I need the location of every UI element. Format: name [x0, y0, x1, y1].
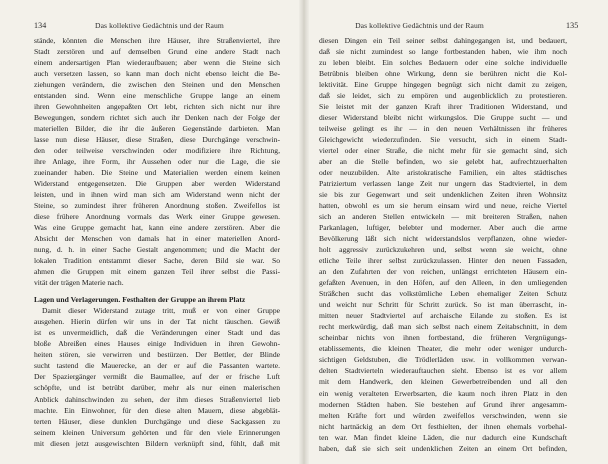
text-line: daß sie nicht zumindest so lange fortbestanden haben, wie ihm noch [319, 47, 567, 57]
text-line: aber an die Stelle befinden, wo sie gelebt hat, aufrechtzuerhalten [319, 157, 567, 167]
text-line: Steine, so zumindest ihrer früheren Anordnung stoßen. Zweifellos ist [34, 201, 280, 211]
text-line: recht merkwürdig, daß man sich selbst nach einem Zeitabschnitt, in dem [319, 322, 567, 332]
text-line: viertel oder einer Straße, die nicht mehr für sie gemacht sind, sich [319, 146, 567, 156]
text-line: dieser Widerstand bleibt nicht wirkungslos. Die Gruppe sucht — und [319, 113, 567, 123]
text-line: terten Häuser, diese dunklen Durchgänge und diese Sackgassen zu [34, 416, 280, 426]
text-line: lasse nun diese Häuser, diese Straßen, diese Durchgänge verschwin- [34, 135, 280, 145]
text-line: diesen Dingen ein Teil seiner selbst dahingegangen ist, und bedauert, [319, 36, 567, 45]
text-line: stände, könnten die Menschen ihre Häuser, ihre Straßenviertel, ihre [34, 36, 280, 45]
text-line: oder neuzubilden. Alte aristokratische Familien, ein altes städtisches [319, 168, 567, 178]
left-page [0, 0, 299, 464]
text-line: und weicht nur Schritt für Schritt zurück. So ist man überrascht, in- [319, 300, 567, 310]
text-line: Bevölkerung läßt sich nicht widerstandslos verpflanzen, ohne wieder- [319, 234, 567, 244]
text-line: ihren Gewohnheiten angepaßten Ort lebt, richten sich nicht nur ihre [34, 102, 280, 112]
book-gutter [299, 0, 309, 464]
section-heading: Lagen und Verlagerungen. Festhalten der Gruppe an ihrem Platz [34, 295, 246, 305]
text-line: Gleichgewicht wiederzufinden. Sie versucht, sich in einem Stadt- [319, 135, 567, 145]
text-line: lokalen Tradition entstammt dieser Sache, deren Bild sie war. So [34, 256, 280, 266]
text-line: etliche Teile ihrer selbst zurückzulassen. Hinter den neuen Fassaden, [319, 256, 567, 266]
text-line: mit dem Handwerk, den kleinen Gewerbetreibenden und all den [319, 377, 567, 387]
text-line: sichtigen Geldstuben, die Trödlerläden usw. in vollkommen verwan- [319, 355, 567, 365]
text-line: ist es unvermeidlich, daß die Veränderungen einer Stadt und das [34, 328, 280, 338]
text-line: mit diesen jetzt ausgewischten Bildern verknüpft sind, fühlt, daß mit [34, 438, 280, 448]
text-line: Stadt zerstören und auf demselben Grund eine andere Stadt nach [34, 47, 280, 57]
text-line: nicht hartnäckig an dem Ort festhielten, der ihnen ehemals vorbehal- [319, 421, 567, 431]
text-line: sie bis zur Gegenwart und seit undenklichen Zeiten ihren Wohnsitz [319, 190, 567, 200]
text-line: hatten, obwohl es um sie herum einsam wird und neue, reiche Viertel [319, 201, 567, 211]
text-line: machte. Ein Einwohner, für den diese alten Mauern, diese abgeblät- [34, 405, 280, 415]
text-line: auch versetzen lassen, so kann man doch nicht ebenso leicht die Be- [34, 69, 280, 79]
text-line: ausgehen. Hierin dürfen wir uns in der Tat nicht täuschen. Gewiß [34, 317, 280, 327]
right-page-number: 135 [566, 21, 579, 30]
text-line: teilweise gelingt es ihr — in den neuen Verhältnissen ihr früheres [319, 124, 567, 134]
text-line: Der Spaziergänger vermißt die Baumallee, auf der er frische Luft [34, 372, 280, 382]
text-line: Sie leistet mit der ganzen Kraft ihrer Traditionen Widerstand, und [319, 102, 567, 112]
text-line: an den Zufahrten der von reichen, unlängst errichteten Häusern ein- [319, 267, 567, 277]
text-line: bloße Abreißen eines Hauses einige Individuen in ihren Gewohn- [34, 339, 280, 349]
text-line: melten Kräfte fort und würden zweifellos verschwinden, wenn sie [319, 410, 567, 420]
text-line: seinem kleinen Universum gehörten und für den viele Erinnerungen [34, 427, 280, 437]
text-line: sucht tastend die Mauerecke, an der er auf die Passanten wartete. [34, 361, 280, 371]
text-line: Patriziertum verlassen lange Zeit nur ungern das Stadtviertel, in dem [319, 179, 567, 189]
text-line: Anblick dahinschwinden zu sehen, der ihm dieses Straßenviertel lieb [34, 394, 280, 404]
text-line: holt aggressiv zurückzukehren und, selbst wenn sie weicht, ohne [319, 245, 567, 255]
text-line: heiten stören, sie verwirren und bestürzen. Der Bettler, der Blinde [34, 350, 280, 360]
right-page [309, 0, 608, 464]
text-line: sich an anderen Stellen entwickeln — mit breiteren Straßen, nahen [319, 212, 567, 222]
text-line: ein wenig veralteten Erwerbsarten, die kaum noch ihren Platz in den [319, 388, 567, 398]
text-line: zueinander haben. Die Steine und Materialien werden einem keinen [34, 168, 280, 178]
text-line: den oder teilweise verschwinden oder modifiziere ihre Richtung, [34, 146, 280, 156]
text-line: Bewegungen, sondern richtet sich auch ihr Denken nach der Folge der [34, 113, 280, 123]
text-line: entstanden sind. Wenn eine menschliche Gruppe lange an einem [34, 91, 280, 101]
text-line: leisten, und in ihnen wird man sich am Widerstand wenn nicht der [34, 190, 280, 200]
text-line: Sträßchen sucht das volkstümliche Leben ehemaliger Zeiten Schutz [319, 289, 567, 299]
text-line: ziehungen verändern, die zwischen den Steinen und den Menschen [34, 80, 280, 90]
text-line: Parkanlagen, luftiger, belebter und moderner. Aber auch die arme [319, 223, 567, 233]
text-line: einem andersartigen Plan wiederaufbauen; aber wenn die Steine sich [34, 58, 280, 68]
text-line: gefaßten Avenuen, in den Höfen, auf den Alleen, in den umliegenden [319, 278, 567, 288]
text-line: etablissements, die kleinen Theater, die mehr oder weniger undurch- [319, 344, 567, 354]
right-running-head: Das kollektive Gedächtnis und der Raum [355, 21, 484, 30]
text-line: daß sie leidet, sich zu empören und augenblicklich zu protestieren. [319, 91, 567, 101]
right-page-body [319, 35, 567, 454]
text-line: Widerstand entgegensetzen. Die Gruppen aber werden Widerstand [34, 179, 280, 189]
text-line: mitten neuer Stadtviertel auf archaische Eilande zu stoßen. Es ist [319, 311, 567, 321]
text-line: haben, daß sie sich seit undenklichen Zeiten an einem Ort befinden, [319, 443, 567, 453]
text-line: Betrübnis bleiben ohne Wirkung, denn sie berühren nicht die Kol- [319, 69, 567, 79]
text-line: delten Stadtvierteln wiederauftauchen sieht. Ebenso ist es vor allem [319, 366, 567, 376]
text-line: zu leben bleibt. Ein solches Bedauern oder eine solche individuelle [319, 58, 567, 68]
text-line: nung, d. h. in einer Sache Gestalt angenommen; und die Macht der [34, 245, 280, 255]
left-page-number: 134 [34, 21, 47, 30]
text-line: materiellen Bilder, die ihr die äußeren Gegenstände darbieten. Man [34, 124, 280, 134]
left-running-head: Das kollektive Gedächtnis und der Raum [95, 21, 224, 30]
text-line: vität der trägen Materie nach. [34, 278, 124, 288]
text-line: ihre Anlage, ihre Form, ihr Aussehen oder nur die Lage, die sie [34, 157, 280, 167]
text-line: ten war. Man findet kleine Läden, die nur dadurch eine Kundschaft [319, 432, 567, 442]
text-line: ahmen die Gruppen mit einem ganzen Teil ihrer selbst die Passi- [34, 267, 280, 277]
text-line: modernen Städten haben. Sie bestehen auf Grund ihrer angesamm- [319, 399, 567, 409]
text-line: scheinbar nichts von ihnen fortbestand, die früheren Vergnügungs- [319, 333, 567, 343]
text-line: diese frühere Anordnung vormals das Werk einer Gruppe gewesen. [34, 212, 280, 222]
text-line: schöpfte, und ist betrübt darüber, mehr als nur einen malerischen [34, 383, 280, 393]
left-page-body [34, 35, 280, 449]
text-line: Absicht der Menschen von damals hat in einer materiellen Anord- [34, 234, 280, 244]
text-line: lektivität. Eine Gruppe hingegen begnügt sich nicht damit zu zeigen, [319, 80, 567, 90]
text-line: Was eine Gruppe gemacht hat, kann eine andere zerstören. Aber die [34, 223, 280, 233]
text-line: Damit dieser Widerstand zutage tritt, muß er von einer Gruppe [42, 306, 280, 316]
